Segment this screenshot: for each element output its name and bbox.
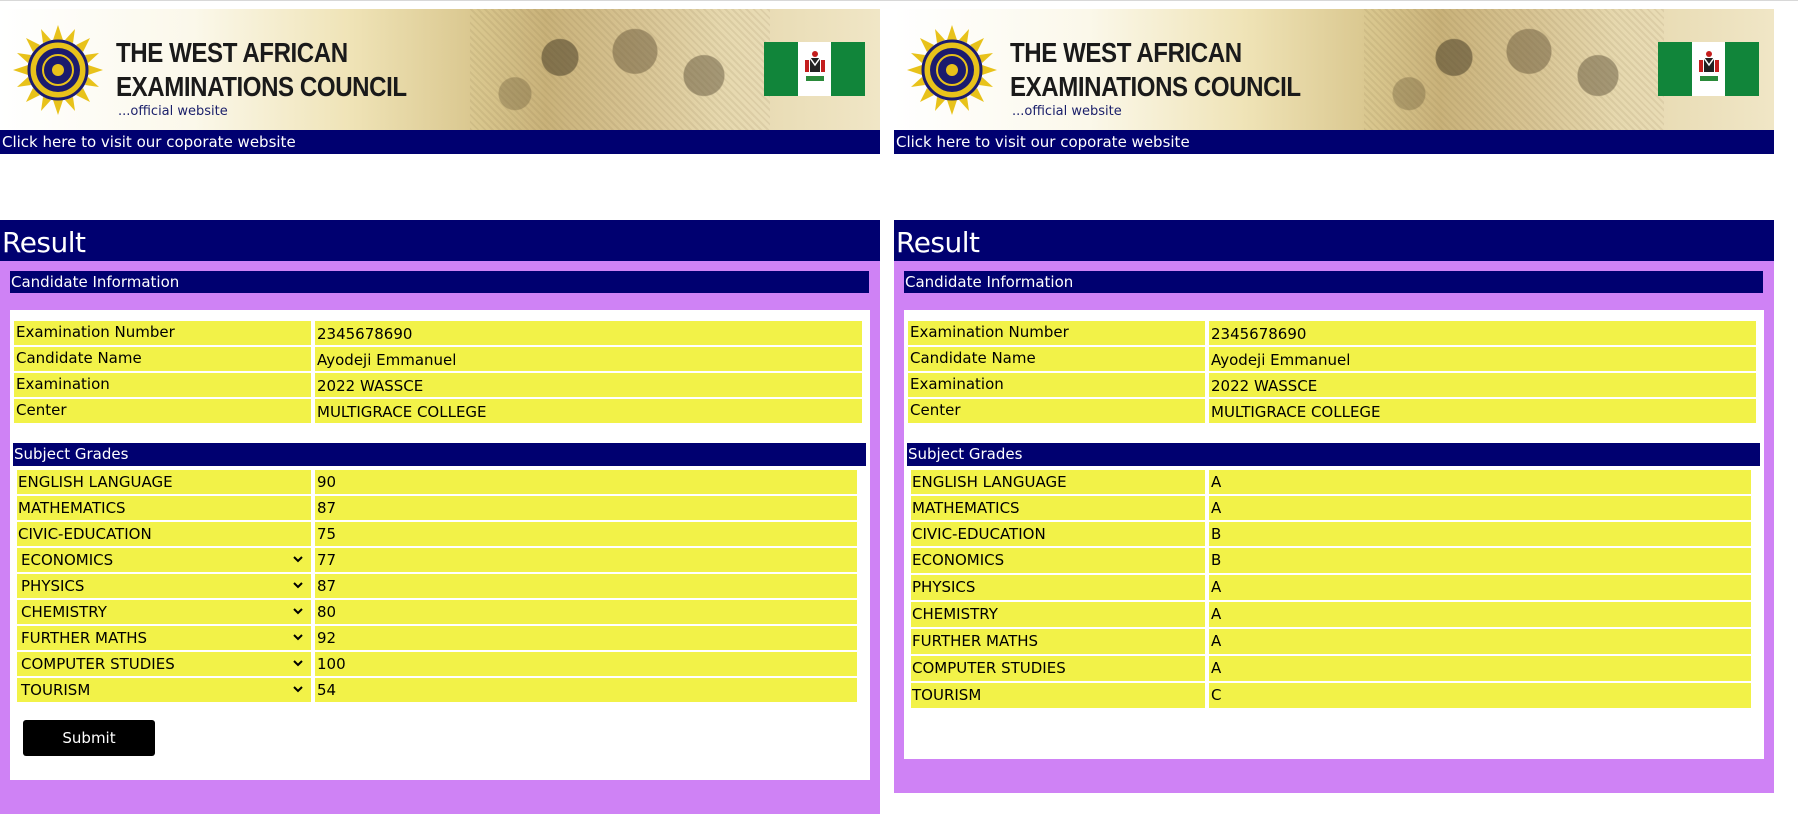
subject-grade-table xyxy=(911,470,1751,710)
subject-name: ENGLISH LANGUAGE xyxy=(17,470,311,494)
subject-name: CHEMISTRY xyxy=(911,602,1205,627)
chevron-down-icon xyxy=(291,630,305,644)
table-row xyxy=(911,602,1751,627)
info-row-examination xyxy=(14,373,862,397)
chevron-down-icon xyxy=(291,552,305,566)
info-label: Examination xyxy=(908,373,1205,397)
info-label: Examination Number xyxy=(908,321,1205,345)
score-input[interactable]: 54 xyxy=(315,678,857,702)
examination-value: 2022 WASSCE xyxy=(315,373,862,397)
score-input[interactable]: 87 xyxy=(315,574,857,598)
subject-select[interactable] xyxy=(17,600,311,624)
banner-title: THE WEST AFRICAN EXAMINATIONS COUNCIL xyxy=(116,37,407,102)
info-row-center xyxy=(14,399,862,423)
subject-name: PHYSICS xyxy=(911,575,1205,600)
score-input[interactable]: 90 xyxy=(315,470,857,494)
grade-value: A xyxy=(1209,470,1751,494)
grade-value: A xyxy=(1209,656,1751,681)
info-label: Examination xyxy=(14,373,311,397)
info-row-center xyxy=(908,399,1756,423)
subject-name: CIVIC-EDUCATION xyxy=(17,522,311,546)
info-row-exam-number xyxy=(908,321,1756,345)
subject-grades-heading: Subject Grades xyxy=(907,443,1760,466)
info-label: Center xyxy=(14,399,311,423)
grade-value: A xyxy=(1209,575,1751,600)
subject-name: CIVIC-EDUCATION xyxy=(911,522,1205,546)
banner-tagline: ...official website xyxy=(118,104,228,119)
corporate-website-link[interactable]: Click here to visit our coporate website xyxy=(0,130,880,154)
info-label: Examination Number xyxy=(14,321,311,345)
grade-value: A xyxy=(1209,602,1751,627)
table-row xyxy=(17,626,857,650)
candidate-name-value: Ayodeji Emmanuel xyxy=(1209,347,1756,371)
score-input[interactable]: 87 xyxy=(315,496,857,520)
score-input[interactable]: 100 xyxy=(315,652,857,676)
table-row xyxy=(911,629,1751,654)
chevron-down-icon xyxy=(291,682,305,696)
result-body xyxy=(10,310,870,780)
subject-select[interactable] xyxy=(17,652,311,676)
chevron-down-icon xyxy=(291,656,305,670)
waec-banner xyxy=(894,9,1774,130)
score-input[interactable]: 75 xyxy=(315,522,857,546)
candidate-info-heading: Candidate Information xyxy=(10,271,869,293)
table-row xyxy=(17,470,857,494)
table-row xyxy=(911,470,1751,494)
chevron-down-icon xyxy=(291,604,305,618)
coat-of-arms-icon xyxy=(803,50,827,86)
score-input[interactable]: 77 xyxy=(315,548,857,572)
table-row xyxy=(911,683,1751,708)
subject-name: MATHEMATICS xyxy=(911,496,1205,520)
subject-select-value: ECONOMICS xyxy=(21,551,114,569)
info-label: Candidate Name xyxy=(908,347,1205,371)
chevron-down-icon xyxy=(291,578,305,592)
candidate-info-heading: Candidate Information xyxy=(904,271,1763,293)
result-body xyxy=(904,310,1764,759)
table-row xyxy=(911,522,1751,546)
info-label: Candidate Name xyxy=(14,347,311,371)
table-row xyxy=(17,678,857,702)
subject-select[interactable] xyxy=(17,626,311,650)
subject-select[interactable] xyxy=(17,548,311,572)
subject-name: TOURISM xyxy=(911,683,1205,708)
banner-tagline: ...official website xyxy=(1012,104,1122,119)
info-row-name xyxy=(908,347,1756,371)
waec-logo-icon xyxy=(906,24,998,116)
center-value: MULTIGRACE COLLEGE xyxy=(1209,399,1756,423)
table-row xyxy=(911,548,1751,573)
exam-number-value: 2345678690 xyxy=(1209,321,1756,345)
score-input[interactable]: 92 xyxy=(315,626,857,650)
subject-select-value: COMPUTER STUDIES xyxy=(21,655,175,673)
subject-name: MATHEMATICS xyxy=(17,496,311,520)
table-row xyxy=(17,496,857,520)
table-row xyxy=(17,548,857,572)
nigeria-flag-icon xyxy=(764,42,865,96)
grade-value: B xyxy=(1209,522,1751,546)
candidate-info-table xyxy=(908,321,1756,425)
table-row xyxy=(17,574,857,598)
table-row xyxy=(17,652,857,676)
subject-grades-heading: Subject Grades xyxy=(13,443,866,466)
grade-value: A xyxy=(1209,629,1751,654)
subject-select-value: CHEMISTRY xyxy=(21,603,107,621)
subject-name: ENGLISH LANGUAGE xyxy=(911,470,1205,494)
subject-name: ECONOMICS xyxy=(911,548,1205,573)
table-row xyxy=(911,656,1751,681)
grade-value: C xyxy=(1209,683,1751,708)
candidate-name-value: Ayodeji Emmanuel xyxy=(315,347,862,371)
info-row-examination xyxy=(908,373,1756,397)
subject-name: FURTHER MATHS xyxy=(911,629,1205,654)
table-row xyxy=(17,600,857,624)
subject-name: COMPUTER STUDIES xyxy=(911,656,1205,681)
submit-button[interactable]: Submit xyxy=(23,720,155,756)
result-heading: Result xyxy=(0,220,880,261)
subject-select-value: FURTHER MATHS xyxy=(21,629,148,647)
result-panel xyxy=(0,220,880,814)
table-row xyxy=(911,496,1751,520)
info-row-name xyxy=(14,347,862,371)
info-label: Center xyxy=(908,399,1205,423)
top-border xyxy=(0,0,1798,1)
result-panel xyxy=(894,220,1774,793)
banner-photo xyxy=(470,9,770,130)
banner-title: THE WEST AFRICAN EXAMINATIONS COUNCIL xyxy=(1010,37,1301,102)
grade-value: A xyxy=(1209,496,1751,520)
score-input[interactable]: 80 xyxy=(315,600,857,624)
candidate-info-table xyxy=(14,321,862,425)
center-value: MULTIGRACE COLLEGE xyxy=(315,399,862,423)
subject-select[interactable] xyxy=(17,678,311,702)
subject-select-value: TOURISM xyxy=(21,681,91,699)
result-heading: Result xyxy=(894,220,1774,261)
grade-value: B xyxy=(1209,548,1751,573)
table-row xyxy=(911,575,1751,600)
subject-select[interactable] xyxy=(17,574,311,598)
nigeria-flag-icon xyxy=(1658,42,1759,96)
table-row xyxy=(17,522,857,546)
subject-select-value: PHYSICS xyxy=(21,577,85,595)
subject-score-table xyxy=(17,470,857,704)
corporate-website-link[interactable]: Click here to visit our coporate website xyxy=(894,130,1774,154)
waec-logo-icon xyxy=(12,24,104,116)
exam-number-value: 2345678690 xyxy=(315,321,862,345)
coat-of-arms-icon xyxy=(1697,50,1721,86)
info-row-exam-number xyxy=(14,321,862,345)
banner-photo xyxy=(1364,9,1664,130)
waec-banner xyxy=(0,9,880,130)
examination-value: 2022 WASSCE xyxy=(1209,373,1756,397)
